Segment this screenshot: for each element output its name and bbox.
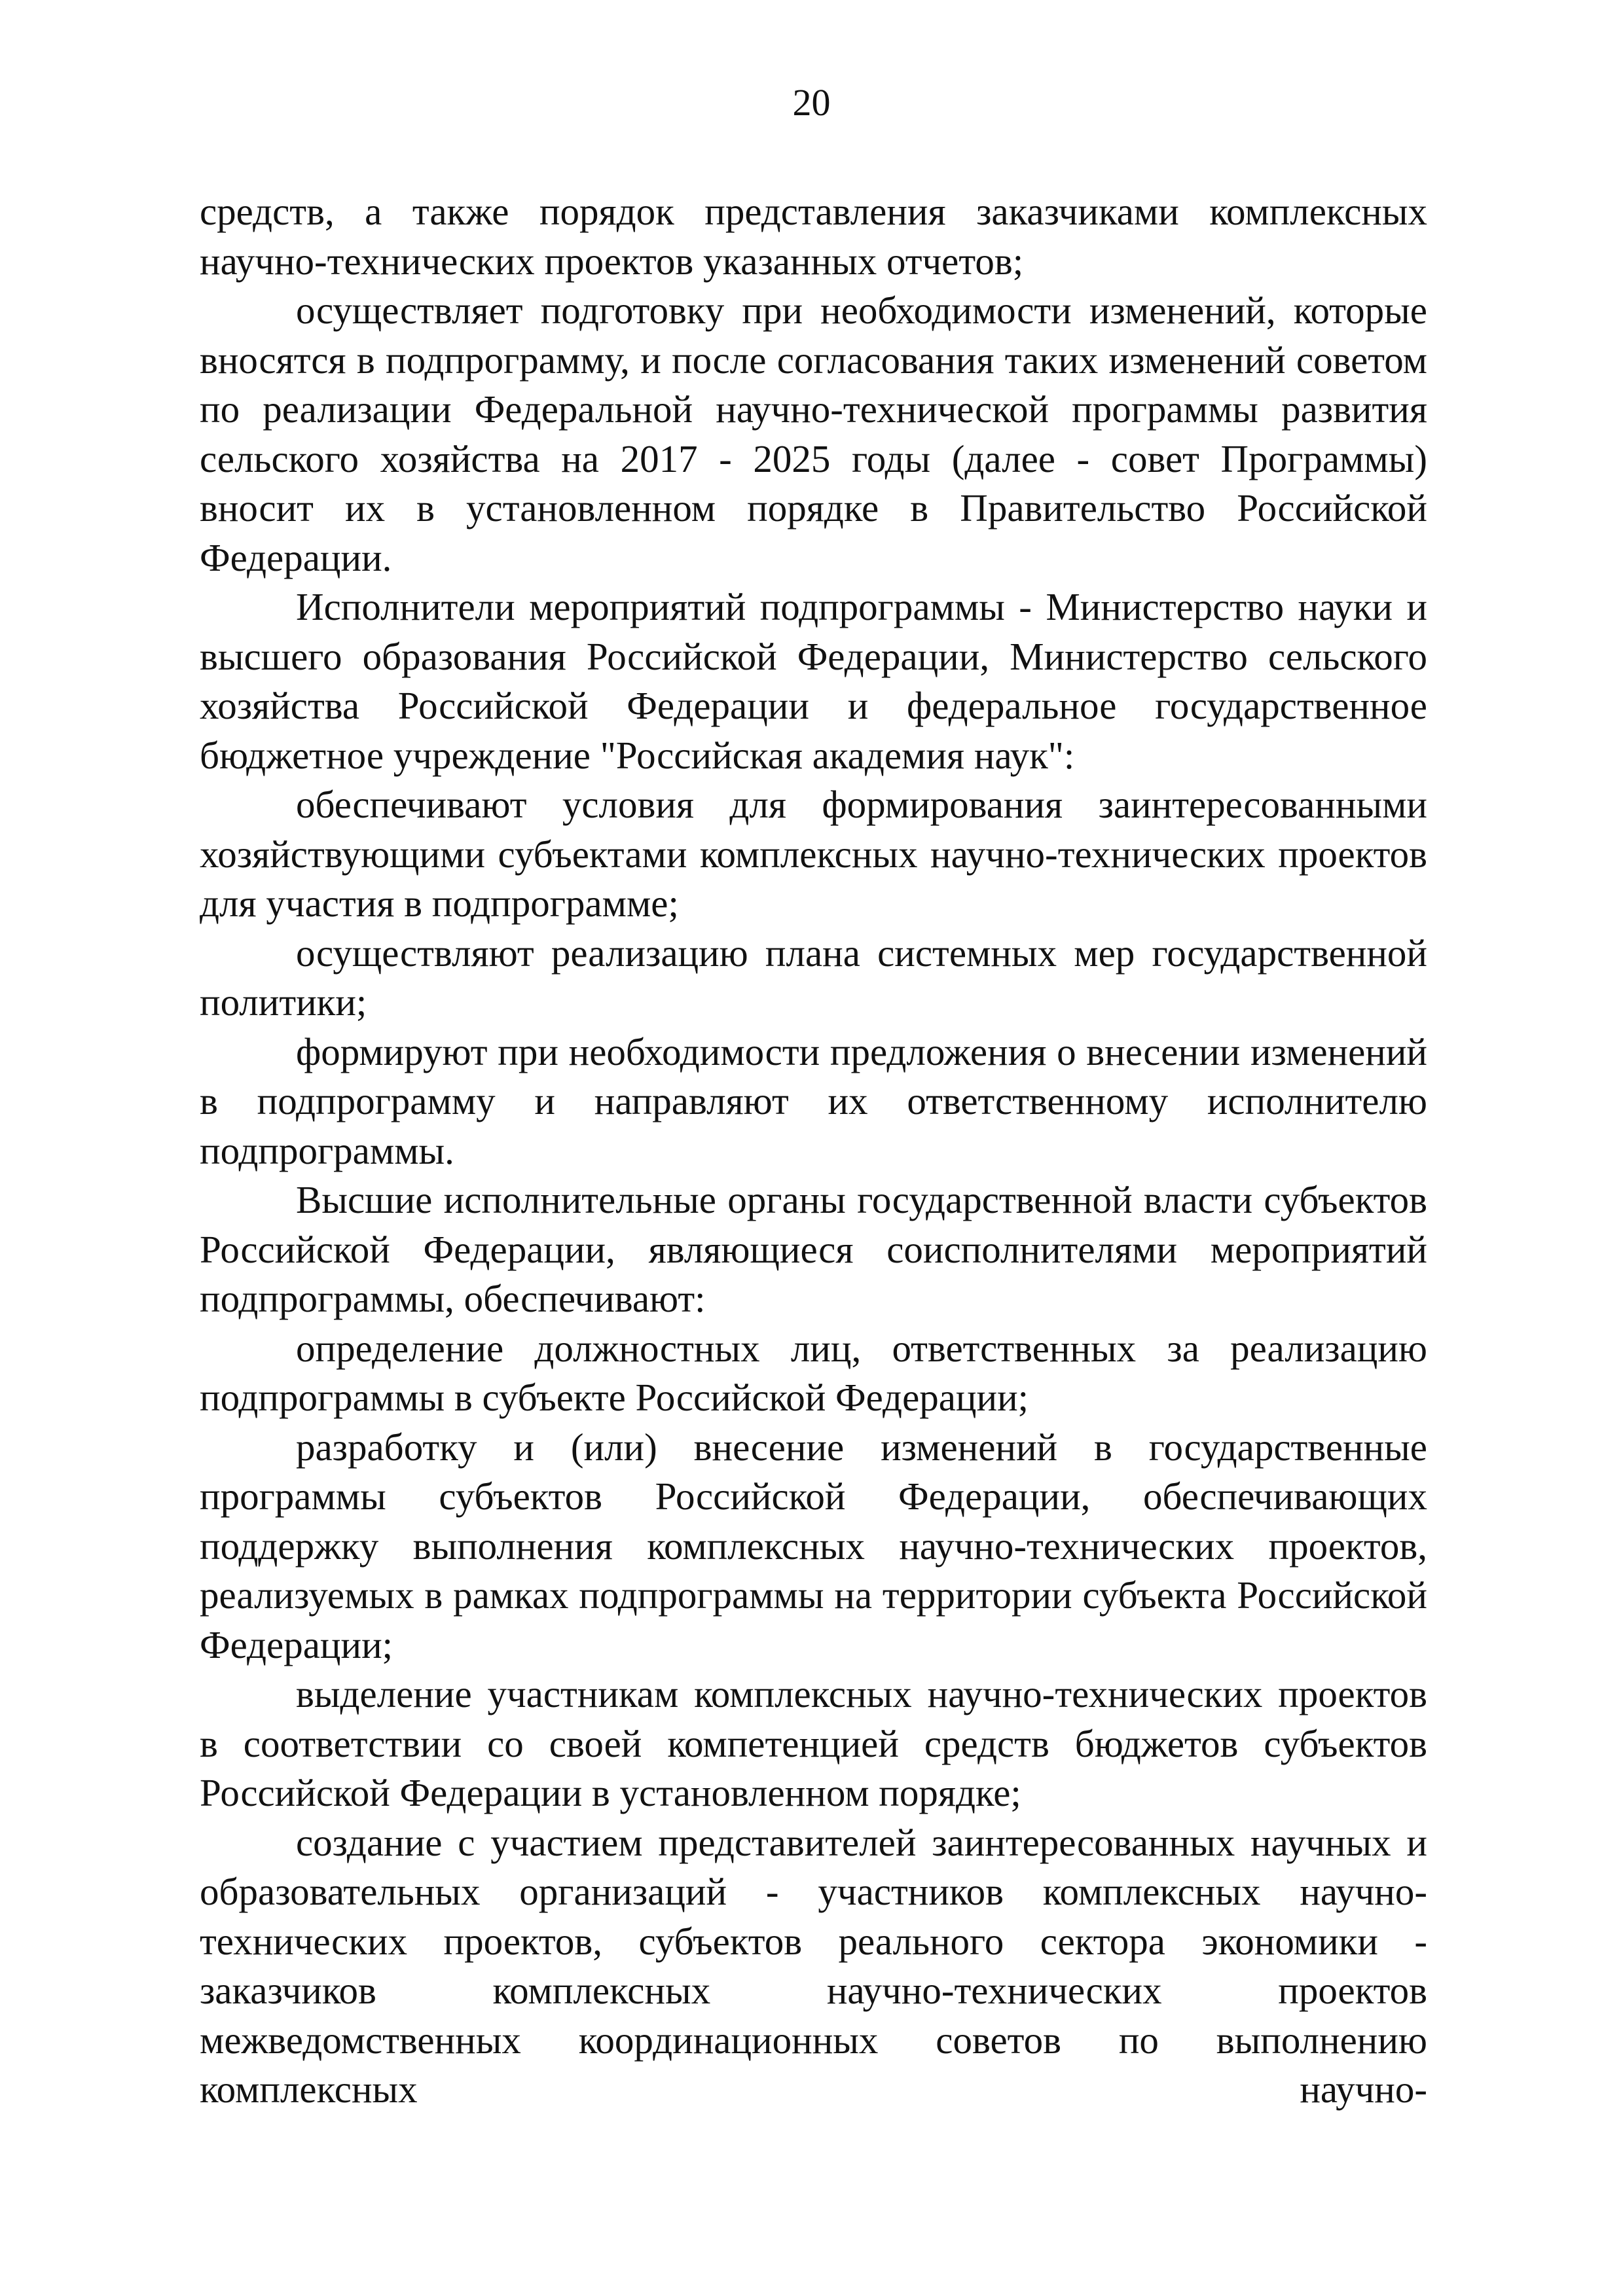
paragraph-executors: Исполнители мероприятий подпрограммы - Министерство науки и высшего образования Российской Федерации, Министерство сельского хозяйства Российской Федерации и федеральное государственное бюджетное учреждение "Российская академия наук":	[200, 585, 1427, 777]
paragraph-form-proposals: формируют при необходимости предложения о внесении изменений в подпрограмму и направляют их ответственному исполнителю подпрограммы.	[200, 1030, 1427, 1172]
paragraph-develop-programs: разработку и (или) внесение изменений в государственные программы субъектов Российской Федерации, обеспечивающих поддержку выполнения комплексных научно-технических проектов, реализуемых в рамках подпрограммы на территории субъекта Российской Федерации;	[200, 1425, 1427, 1666]
paragraph-define-officials: определение должностных лиц, ответственных за реализацию подпрограммы в субъекте Российской Федерации;	[200, 1326, 1427, 1419]
paragraph-allocate-funds: выделение участникам комплексных научно-технических проектов в соответствии со своей компетенцией средств бюджетов субъектов Российской Федерации в установленном порядке;	[200, 1672, 1427, 1814]
paragraph-prepares-changes: осуществляет подготовку при необходимости изменений, которые вносятся в подпрограмму, и после согласования таких изменений советом по реализации Федеральной научно-технической программы развития сельского хозяйства на 2017 - 2025 годы (далее - совет Программы) вносит их в установленном порядке в Правительство Российской Федерации.	[200, 289, 1427, 579]
paragraph-create-councils: создание с участием представителей заинтересованных научных и образовательных организаций - участников комплексных научно-технических проектов, субъектов реального сектора экономики - заказчиков комплексных научно-технических проектов межведомственных координационных советов по выполнению комплексных научно-	[200, 1820, 1427, 2111]
document-body	[200, 187, 1427, 2115]
page-number: 20	[792, 81, 831, 124]
paragraph-implement-plan: осуществляют реализацию плана системных мер государственной политики;	[200, 931, 1427, 1024]
paragraph-regional-authorities: Высшие исполнительные органы государственной власти субъектов Российской Федерации, являющиеся соисполнителями мероприятий подпрограммы, обеспечивают:	[200, 1178, 1427, 1320]
paragraph-continuation: средств, а также порядок представления заказчиками комплексных научно-технических проектов указанных отчетов;	[200, 190, 1427, 283]
paragraph-provide-conditions: обеспечивают условия для формирования заинтересованными хозяйствующими субъектами комплексных научно-технических проектов для участия в подпрограмме;	[200, 783, 1427, 925]
